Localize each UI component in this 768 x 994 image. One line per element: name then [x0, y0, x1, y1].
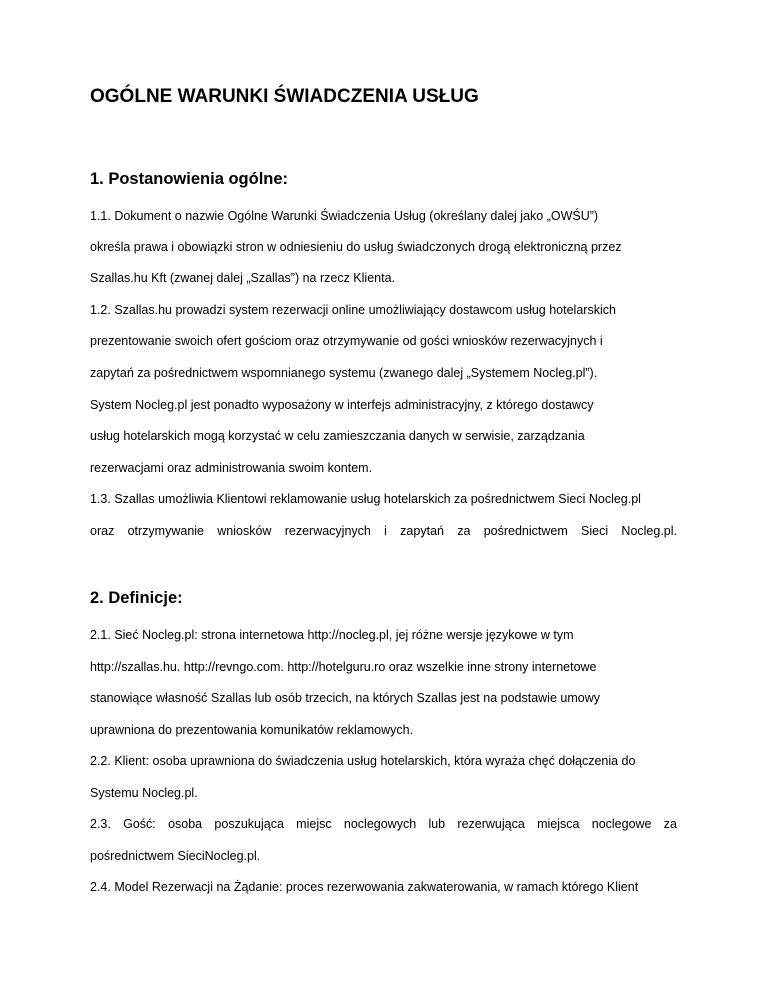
- section-2-line-3: stanowiące własność Szallas lub osób trzecich, na których Szallas jest na podstawie umowy: [90, 691, 600, 705]
- section-2-line-1: 2.1. Sieć Nocleg.pl: strona internetowa http://nocleg.pl, jej różne wersje językowe w tym: [90, 628, 574, 642]
- section-1-line-3: Szallas.hu Kft (zwanej dalej „Szallas”) na rzecz Klienta.: [90, 271, 395, 285]
- document-title: OGÓLNE WARUNKI ŚWIADCZENIA USŁUG: [90, 86, 479, 107]
- section-1-heading: 1. Postanowienia ogólne:: [90, 170, 289, 188]
- section-2-line-2: http://szallas.hu. http://revngo.com. http://hotelguru.ro oraz wszelkie inne strony internetowe: [90, 660, 597, 674]
- section-1-line-2: określa prawa i obowiązki stron w odniesieniu do usług świadczonych drogą elektroniczną przez: [90, 240, 622, 254]
- section-1-line-7: System Nocleg.pl jest ponadto wyposażony w interfejs administracyjny, z którego dostawcy: [90, 398, 594, 412]
- section-1-line-4: 1.2. Szallas.hu prowadzi system rezerwacji online umożliwiający dostawcom usług hotelarskich: [90, 303, 616, 317]
- section-1-line-8: usług hotelarskich mogą korzystać w celu zamieszczania danych w serwisie, zarządzania: [90, 429, 585, 443]
- section-2-line-6: Systemu Nocleg.pl.: [90, 786, 198, 800]
- section-1-line-10: 1.3. Szallas umożliwia Klientowi reklamowanie usług hotelarskich za pośrednictwem Sieci Nocleg.pl: [90, 492, 641, 506]
- section-1-line-11: oraz otrzymywanie wniosków rezerwacyjnych i zapytań za pośrednictwem Sieci Nocleg.pl.: [90, 524, 677, 538]
- section-2-line-9: 2.4. Model Rezerwacji na Żądanie: proces rezerwowania zakwaterowania, w ramach którego Klient: [90, 880, 639, 894]
- section-1-line-6: zapytań za pośrednictwem wspomnianego systemu (zwanego dalej „Systemem Nocleg.pl”).: [90, 366, 598, 380]
- section-2-line-8: pośrednictwem SieciNocleg.pl.: [90, 849, 261, 863]
- section-2-line-7: 2.3. Gość: osoba poszukująca miejsc noclegowych lub rezerwująca miejsca noclegowe za: [90, 817, 677, 831]
- section-1-line-1: 1.1. Dokument o nazwie Ogólne Warunki Świadczenia Usług (określany dalej jako „OWŚU”): [90, 209, 599, 223]
- section-2-line-5: 2.2. Klient: osoba uprawniona do świadczenia usług hotelarskich, która wyraża chęć dołączenia do: [90, 754, 636, 768]
- section-2-line-4: uprawniona do prezentowania komunikatów reklamowych.: [90, 723, 414, 737]
- section-2-heading: 2. Definicje:: [90, 589, 183, 607]
- section-1-line-9: rezerwacjami oraz administrowania swoim kontem.: [90, 461, 373, 475]
- section-1-line-5: prezentowanie swoich ofert gościom oraz otrzymywanie od gości wniosków rezerwacyjnych i: [90, 334, 603, 348]
